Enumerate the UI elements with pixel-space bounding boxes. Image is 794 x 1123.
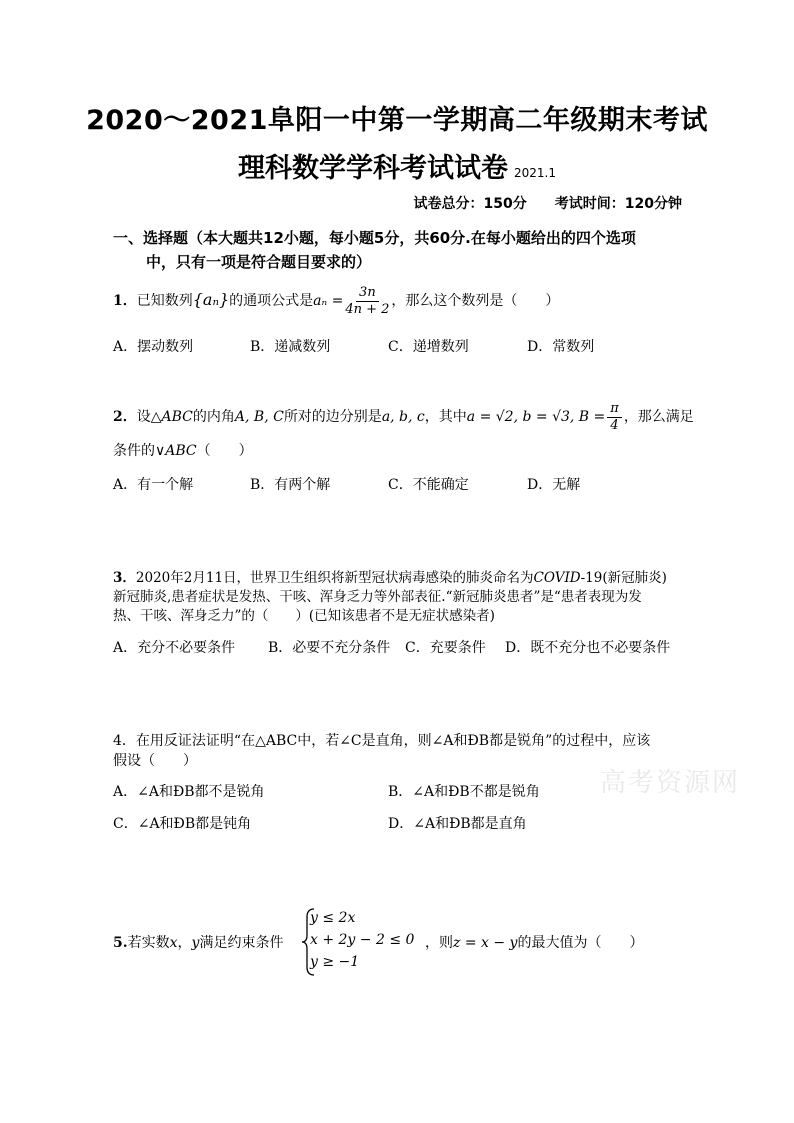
- q2-pi-fraction: [607, 401, 622, 434]
- q3-line1-a: 2020年2月11日，世界卫生组织将新型冠状病毒感染的肺炎命名为: [135, 570, 534, 586]
- q2-condition: a = √2, b = √3, B =: [466, 409, 606, 425]
- q2-option-d: D．无解: [527, 477, 581, 493]
- constraint-2: x + 2y − 2 ≤ 0: [310, 932, 415, 948]
- q2-four: 4: [610, 417, 619, 433]
- exam-subject-title: 理科数学学科考试试卷: [238, 153, 508, 184]
- q3-option-b: B．必要不充分条件: [268, 640, 391, 656]
- constraint-system: [310, 907, 414, 973]
- q5-text-post2: 的最大值为（ ）: [517, 935, 644, 951]
- q5-text-pre: 若实数: [127, 935, 170, 951]
- question-number: 5.: [113, 935, 128, 951]
- q2-line2-post: （ ）: [196, 443, 253, 459]
- q1-text-pre: 已知数列: [136, 293, 193, 309]
- q1-numerator: 3n: [356, 285, 379, 302]
- section-heading-line1: 一、选择题（本大题共12小题，每小题5分，共60分.在每小题给出的四个选项: [113, 229, 636, 247]
- q2-option-b: B．有两个解: [250, 477, 331, 493]
- exam-date: 2021.1: [514, 166, 556, 180]
- q1-sequence: {aₙ}: [192, 290, 230, 309]
- exam-title-line1: 2020～2021阜阳一中第一学期高二年级期末考试: [86, 105, 708, 136]
- q1-text-post: ，那么这个数列是（ ）: [391, 293, 560, 309]
- question-number: 1．: [113, 293, 137, 309]
- q1-option-c: C．递增数列: [388, 339, 469, 355]
- q1-option-a: A．摆动数列: [113, 339, 194, 355]
- question-2: [113, 400, 694, 434]
- q2-text-mid2: 所对的边分别是: [283, 409, 382, 425]
- q1-option-d: D．常数列: [527, 339, 595, 355]
- exam-time: 考试时间：120分钟: [554, 196, 682, 212]
- q3-line1-b: -19(新冠肺炎): [580, 570, 667, 586]
- q2-text-post: ，那么满足: [623, 409, 694, 425]
- q5-comma: ，: [177, 935, 192, 951]
- watermark: 高考资源网: [600, 768, 741, 798]
- q2-text-mid1: 的内角: [192, 409, 235, 425]
- question-5-pre: [113, 932, 283, 954]
- q2-text-mid3: ，其中: [424, 409, 467, 425]
- question-2-line2: [113, 440, 253, 462]
- constraint-1: y ≤ 2x: [310, 910, 356, 926]
- q2-sides: a, b, c: [381, 409, 425, 425]
- q1-denominator: 4n + 2: [345, 301, 390, 317]
- q2-option-a: A．有一个解: [113, 477, 194, 493]
- question-3-line3: 热、干咳、浑身乏力”的（ ）(已知该患者不是无症状感染者): [113, 608, 495, 624]
- question-number: 2．: [113, 409, 137, 425]
- q3-option-d: D．既不充分也不必要条件: [505, 640, 671, 656]
- section-heading: [113, 226, 693, 274]
- exam-title-line2: [0, 146, 794, 185]
- question-3-line2: 新冠肺炎,患者症状是发热、干咳、浑身乏力等外部表征.“新冠肺炎患者”是“患者表现为发: [113, 589, 642, 605]
- total-score: 试卷总分：150分: [413, 196, 527, 212]
- q4-option-b: B．∠A和ÐB不都是锐角: [388, 784, 540, 800]
- question-5-post: [425, 932, 643, 954]
- q2-triangle-2: ∨ABC: [155, 443, 197, 459]
- q2-line2-pre: 条件的: [113, 443, 155, 459]
- q4-option-d: D．∠A和ÐB都是直角: [388, 816, 527, 832]
- q5-x: x: [169, 935, 178, 951]
- q5-objective: z = x − y: [453, 935, 518, 951]
- section-heading-line2: 中，只有一项是符合题目要求的）: [146, 253, 372, 271]
- q1-text-mid: 的通项公式是: [229, 293, 314, 309]
- exam-meta: [414, 193, 682, 213]
- q1-option-b: B．递减数列: [250, 339, 331, 355]
- question-4-line1: 4．在用反证法证明“在△ABC中，若∠C是直角，则∠A和ÐB都是锐角”的过程中，应该: [113, 733, 651, 749]
- q3-option-c: C．充要条件: [405, 640, 486, 656]
- q4-option-c: C．∠A和ÐB都是钝角: [113, 816, 252, 832]
- q2-option-c: C．不能确定: [388, 477, 469, 493]
- q4-option-a: A．∠A和ÐB都不是锐角: [113, 784, 265, 800]
- q2-triangle: △ABC: [150, 409, 193, 425]
- question-4-line2: 假设（ ）: [113, 753, 197, 769]
- question-number: 3．: [113, 570, 136, 586]
- question-1: [113, 284, 559, 318]
- q1-an: aₙ =: [313, 293, 344, 309]
- q2-angles: A, B, C: [234, 409, 284, 425]
- q5-text-mid: 满足约束条件: [199, 935, 284, 951]
- q1-fraction: [345, 285, 389, 318]
- q3-option-a: A．充分不必要条件: [113, 640, 236, 656]
- q2-pi: π: [607, 401, 622, 418]
- constraint-3: y ≥ −1: [310, 954, 360, 970]
- q5-y: y: [191, 935, 200, 951]
- q3-covid: COVID: [533, 570, 581, 586]
- q2-text-pre: 设: [136, 409, 151, 425]
- q5-text-post1: ，则: [425, 935, 453, 951]
